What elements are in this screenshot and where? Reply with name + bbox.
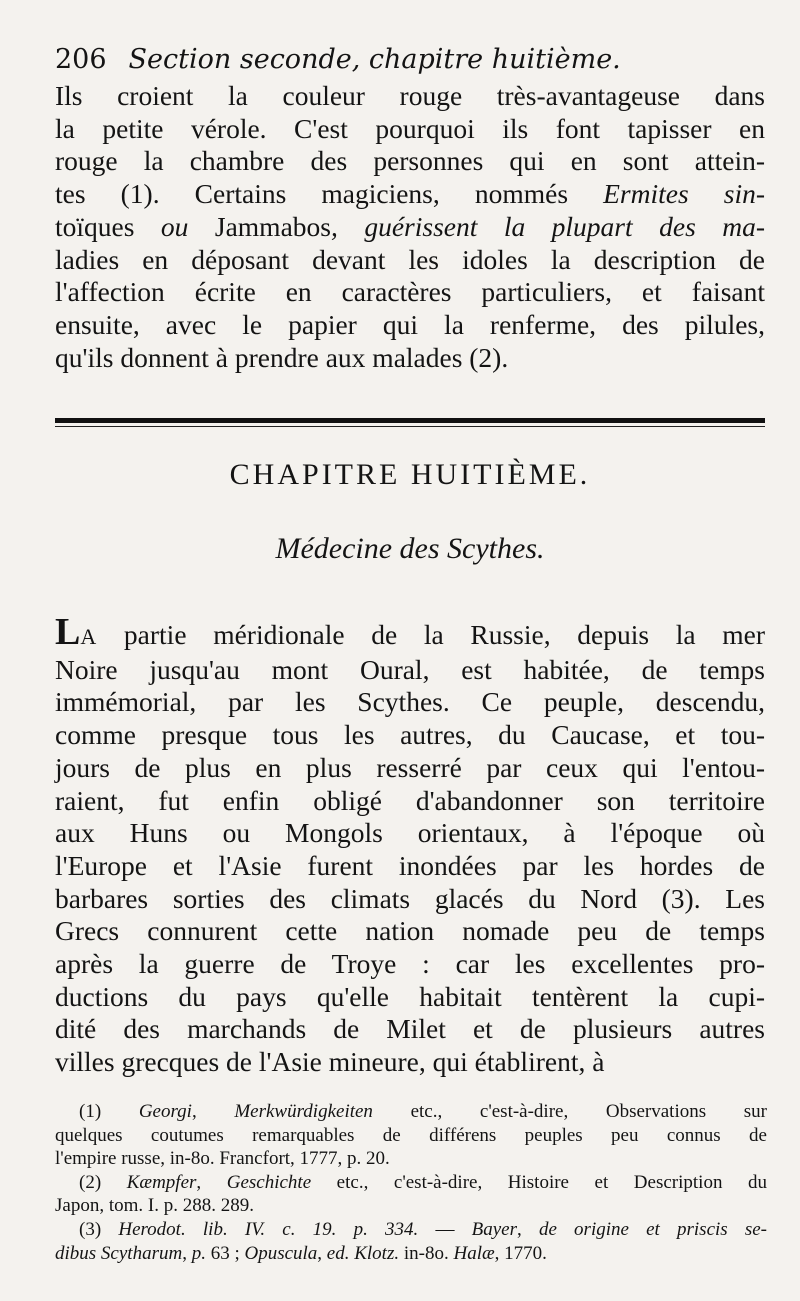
paragraph-line: raient, fut enfin obligé d'abandonner son territoire xyxy=(55,784,765,816)
paragraph-line: villes grecques de l'Asie mineure, qui établirent, à xyxy=(55,1046,605,1078)
footnote-line: (3) Herodot. lib. IV. c. 19. p. 334. — Bayer, de origine et priscis se- xyxy=(79,1218,768,1240)
paragraph-line: toïques ou Jammabos, guérissent la plupart des ma- xyxy=(55,210,765,242)
footnote-line: (1) Georgi, Merkwürdigkeiten etc., c'est-à-dire, Observations sur xyxy=(79,1101,768,1122)
drop-capital: L xyxy=(55,611,81,653)
paragraph-line: dité des marchands de Milet et de plusieurs autres xyxy=(55,1013,765,1045)
top-paragraph xyxy=(55,80,765,374)
main-paragraph xyxy=(55,611,765,1079)
first-line-text: partie méridionale de la Russie, depuis la mer xyxy=(97,619,765,650)
paragraph-line: comme presque tous les autres, du Caucase, et tou- xyxy=(55,719,765,751)
footnote-line: quelques coutumes remarquables de différens peuples peu connus de xyxy=(55,1124,767,1146)
paragraph-line: Grecs connurent cette nation nomade peu de temps xyxy=(55,915,765,947)
paragraph-line: aux Huns ou Mongols orientaux, à l'époque où xyxy=(55,817,765,849)
paragraph-line: la petite vérole. C'est pourquoi ils font tapisser en xyxy=(55,112,765,144)
footnote-line: dibus Scytharum, p. 63 ; Opuscula, ed. Klotz. in-8o. Halæ, 1770. xyxy=(55,1242,547,1264)
paragraph-line: Ils croient la couleur rouge très-avantageuse dans xyxy=(55,80,765,111)
paragraph-line: barbares sorties des climats glacés du Nord (3). Les xyxy=(55,882,765,914)
paragraph-line: après la guerre de Troye : car les excellentes pro- xyxy=(55,948,765,980)
page-header xyxy=(55,44,770,76)
small-capital: A xyxy=(80,624,98,649)
chapter-subtitle: Médecine des Scythes. xyxy=(275,532,545,565)
footnotes xyxy=(55,1100,767,1265)
footnote-line: l'empire russe, in-8o. Francfort, 1777, p. 20. xyxy=(55,1148,390,1170)
footnote-line: Japon, tom. I. p. 288. 289. xyxy=(55,1195,254,1217)
chapter-title: CHAPITRE HUITIÈME. xyxy=(229,458,591,491)
paragraph-line: qu'ils donnent à prendre aux malades (2). xyxy=(55,341,509,373)
paragraph-line: l'affection écrite en caractères particuliers, et faisant xyxy=(55,276,765,308)
paragraph-line: ensuite, avec le papier qui la renferme, des pilules, xyxy=(55,308,765,340)
paragraph-line: jours de plus en plus resserré par ceux qui l'entou- xyxy=(55,751,765,783)
chapter-divider-thick xyxy=(55,418,765,423)
running-title: Section seconde, chapitre huitième. xyxy=(128,44,621,75)
paragraph-line: Noire jusqu'au mont Oural, est habitée, de temps xyxy=(55,653,765,685)
paragraph-line xyxy=(55,611,765,654)
paragraph-line: immémorial, par les Scythes. Ce peuple, descendu, xyxy=(55,686,765,718)
chapter-divider-thin xyxy=(55,426,765,427)
paragraph-line: ductions du pays qu'elle habitait tentèrent la cupi- xyxy=(55,980,765,1012)
paragraph-line: l'Europe et l'Asie furent inondées par les hordes de xyxy=(55,849,765,881)
paragraph-line: rouge la chambre des personnes qui en sont attein- xyxy=(55,145,765,177)
paragraph-line: ladies en déposant devant les idoles la description de xyxy=(55,243,765,275)
footnote-line: (2) Kæmpfer, Geschichte etc., c'est-à-dire, Histoire et Description du xyxy=(79,1171,768,1193)
page-number: 206 xyxy=(55,44,107,75)
paragraph-line: tes (1). Certains magiciens, nommés Ermites sin- xyxy=(55,178,765,210)
